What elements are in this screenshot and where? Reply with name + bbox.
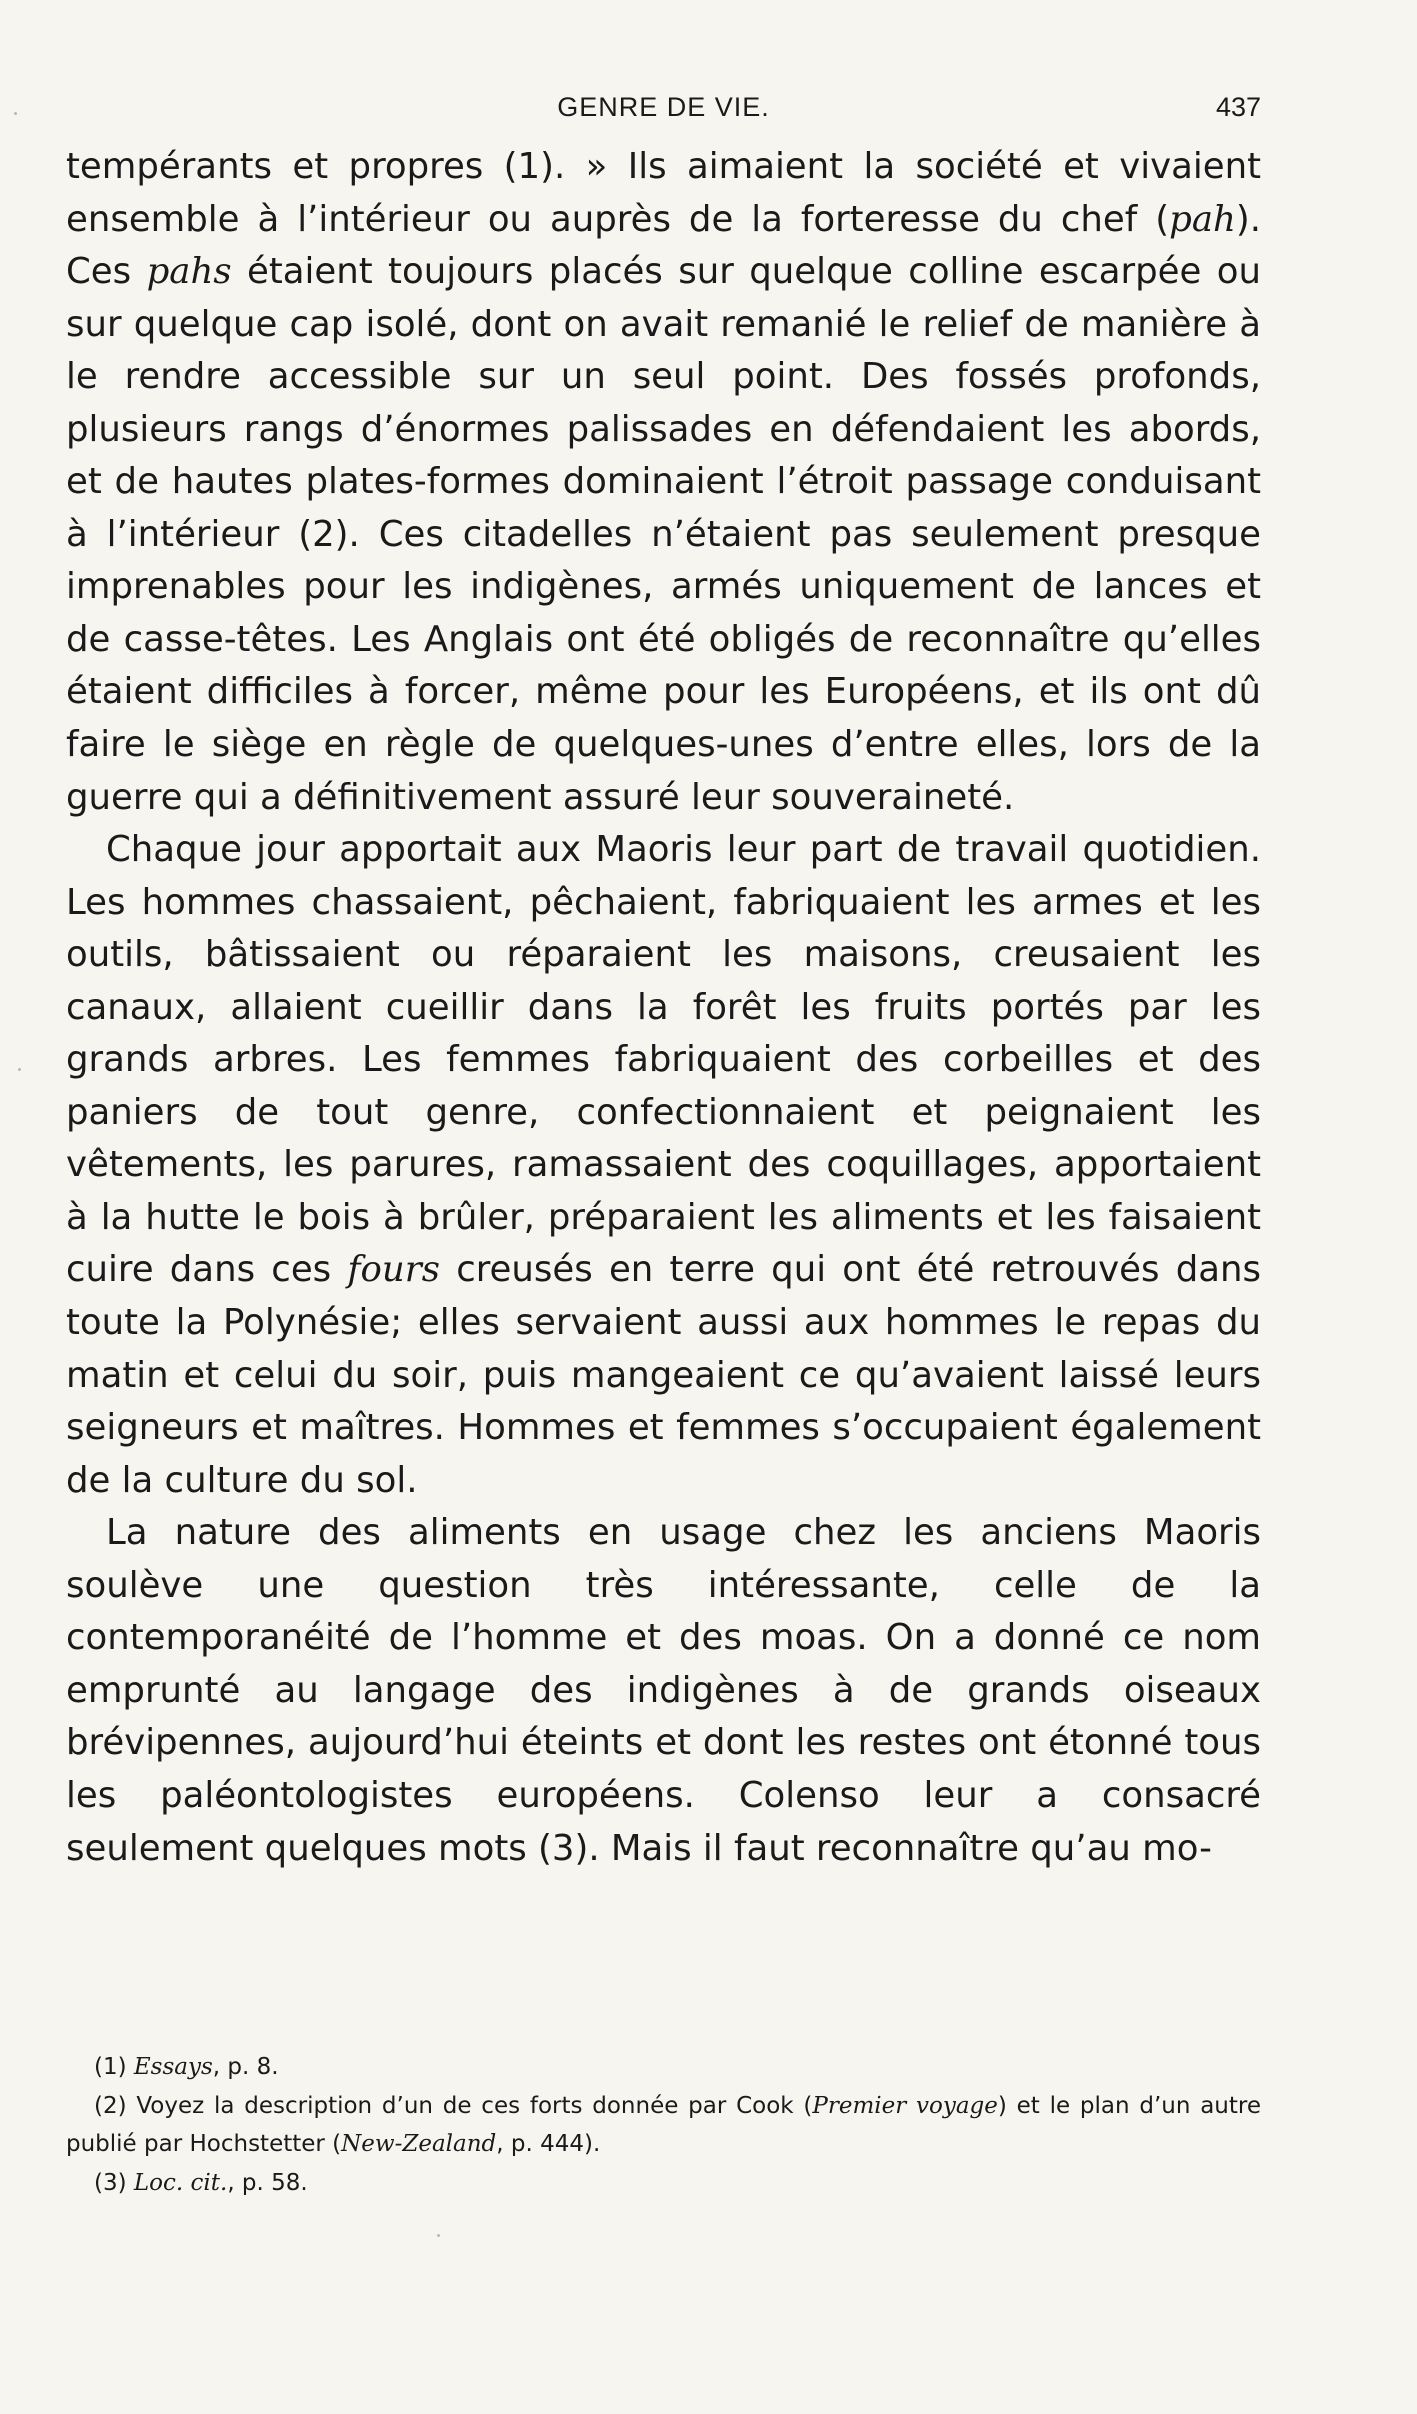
- footnote-2-text-a: Voyez la description d’un de ces forts donnée par Cook (: [136, 2092, 813, 2119]
- running-head: [66, 92, 1261, 132]
- paragraph-1-text-a: tempérants et propres (1). » Ils aimaient la société et vivaient ensemble à l’intérieur ou auprès de la forteresse du chef (: [66, 146, 1261, 240]
- footnote-1-ref: , p. 8.: [212, 2054, 279, 2080]
- footnote-3-title: Loc. cit.: [133, 2169, 228, 2196]
- footnote-1: [66, 2048, 1261, 2087]
- paper-speck: [18, 1068, 21, 1071]
- footnote-2-title-hochstetter: New-Zealand: [341, 2131, 497, 2157]
- footnote-3-ref: , p. 58.: [227, 2169, 308, 2196]
- italic-term-pahs: pahs: [146, 251, 232, 293]
- footnote-2-title-cook: Premier voyage: [812, 2092, 998, 2119]
- running-title: GENRE DE VIE.: [557, 92, 770, 122]
- paper-speck: [14, 112, 17, 115]
- paragraph-2-text-b: creusés en terre qui ont été retrouvés dans toute la Polynésie; elles servaient aussi aux hommes le repas du matin et celui du soir, puis mangeaient ce qu’avaient laissé leurs seigneurs et maîtres. Hommes et femmes s’occupaient également de la culture du sol.: [66, 1249, 1262, 1501]
- footnote-2-text-b: ) et le plan d’un autre publié par Hochstetter (: [66, 2092, 1261, 2157]
- paragraph-3-text: La nature des aliments en usage chez les anciens Maoris soulève une question très intéressante, celle de la contemporanéité de l’homme et des moas. On a donné ce nom emprunté au langage des indigènes à de grands oiseaux brévipennes, aujourd’hui éteints et dont les restes ont étonné tous les paléontologistes européens. Colenso leur a consacré seulement quelques mots (3). Mais il faut reconnaître qu’au mo-: [66, 1512, 1261, 1869]
- paragraph-3: [66, 1507, 1261, 1875]
- footnote-3-mark: (3): [94, 2169, 134, 2196]
- footnote-2-text-c: , p. 444).: [496, 2131, 601, 2157]
- footnote-2-mark: (2): [94, 2092, 137, 2119]
- footnotes: [66, 2048, 1261, 2202]
- footnote-1-title: Essays: [133, 2054, 213, 2080]
- paragraph-1-text-b: ). Ces: [66, 198, 1261, 293]
- italic-term-fours: fours: [347, 1249, 440, 1291]
- paragraph-2: [66, 824, 1261, 1507]
- paragraph-2-text-a: Chaque jour apportait aux Maoris leur part de travail quotidien. Les hommes chassaient, pêchaient, fabriquaient les armes et les outils, bâtissaient ou réparaient les maisons, creusaient les canaux, allaient cueillir dans la forêt les fruits portés par les grands arbres. Les femmes fabriquaient des corbeilles et des paniers de tout genre, confectionnaient et peignaient les vêtements, les parures, ramassaient des coquillages, apportaient à la hutte le bois à brûler, préparaient les aliments et les faisaient cuire dans ces: [66, 829, 1261, 1291]
- paragraph-1-text-c: étaient toujours placés sur quelque colline escarpée ou sur quelque cap isolé, dont on avait remanié le relief de manière à le rendre accessible sur un seul point. Des fossés profonds, plusieurs rangs d’énormes palissades en défendaient les abords, et de hautes plates-formes dominaient l’étroit passage conduisant à l’intérieur (2). Ces citadelles n’étaient pas seulement presque imprenables pour les indigènes, armés uniquement de lances et de casse-têtes. Les Anglais ont été obligés de reconnaître qu’elles étaient difficiles à forcer, même pour les Européens, et ils ont dû faire le siège en règle de quelques-unes d’entre elles, lors de la guerre qui a définitivement assuré leur souveraineté.: [66, 251, 1261, 818]
- footnote-3: [66, 2164, 1261, 2203]
- footnote-2: [66, 2087, 1261, 2164]
- body-text: [66, 141, 1261, 1875]
- italic-term-pah: pah: [1169, 198, 1236, 240]
- paper-speck: [437, 2234, 440, 2237]
- paragraph-1: [66, 141, 1261, 824]
- footnote-1-mark: (1): [94, 2054, 134, 2080]
- page-number: 437: [1215, 92, 1261, 122]
